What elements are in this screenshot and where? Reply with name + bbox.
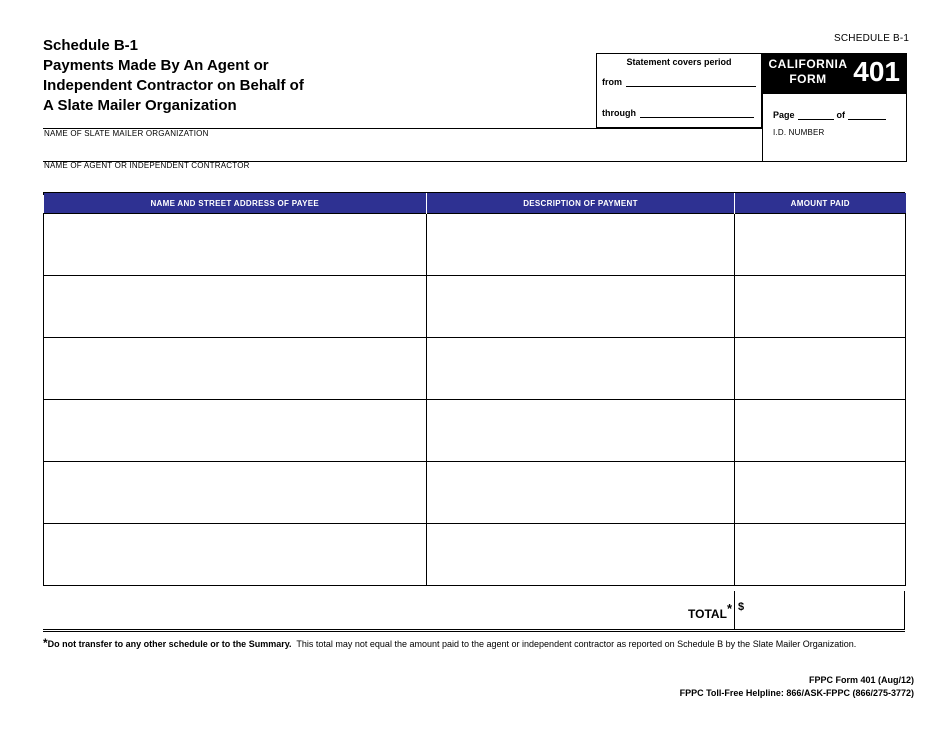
footnote [43,636,856,650]
table-row [44,338,906,400]
page-number-field[interactable] [798,109,834,120]
form-title [43,36,304,116]
agent-name-label: NAME OF AGENT OR INDEPENDENT CONTRACTOR [44,161,250,170]
period-from-row [602,76,756,87]
footnote-bold: Do not transfer to any other schedule or to the Summary. [47,639,292,649]
amount-cell[interactable] [735,400,906,462]
page-total-field[interactable] [848,109,886,120]
amount-cell[interactable] [735,338,906,400]
payee-cell[interactable] [44,276,427,338]
title-line-4: A Slate Mailer Organization [43,97,237,114]
agent-name-field[interactable] [43,162,907,190]
title-line-2: Payments Made By An Agent or [43,57,269,74]
badge-line-form: FORM [789,72,827,86]
org-name-label: NAME OF SLATE MAILER ORGANIZATION [44,129,209,138]
helpline: FPPC Toll-Free Helpline: 866/ASK-FPPC (866/275-3772) [679,688,914,698]
table-row [44,214,906,276]
form-footer [680,674,914,700]
through-date-field[interactable] [640,107,754,118]
of-label: of [836,110,846,120]
page-number-box [762,94,907,128]
period-title: Statement covers period [626,57,732,67]
badge-line-california: CALIFORNIA [768,57,848,71]
page-number-row [773,109,889,120]
footnote-asterisk: * [43,636,48,650]
payee-cell[interactable] [44,400,427,462]
period-through-row [602,107,754,118]
amount-cell[interactable] [735,214,906,276]
payee-cell[interactable] [44,524,427,586]
description-cell[interactable] [427,400,735,462]
amount-cell[interactable] [735,276,906,338]
id-number-field[interactable] [762,128,907,162]
form-version: FPPC Form 401 (Aug/12) [808,675,914,685]
table-header-row [44,193,906,214]
table-row [44,400,906,462]
form-number-badge [762,53,907,94]
through-label: through [602,108,636,118]
table-row [44,524,906,586]
table-row [44,462,906,524]
total-bottom-rule-2 [43,631,905,632]
id-number-label: I.D. NUMBER [773,128,825,137]
from-label: from [602,77,622,87]
schedule-label: SCHEDULE B-1 [834,33,910,44]
description-cell[interactable] [427,462,735,524]
title-line-3: Independent Contractor on Behalf of [43,77,304,94]
page-label: Page [773,110,795,120]
org-name-field[interactable] [43,129,762,161]
description-cell[interactable] [427,214,735,276]
payee-cell[interactable] [44,338,427,400]
footnote-text: This total may not equal the amount paid to the agent or independent contractor as reported on Schedule B by the Slate Mailer Organization. [296,639,857,649]
currency-symbol: $ [738,601,745,613]
payments-table [43,193,906,586]
total-asterisk: * [726,601,732,616]
badge-number: 401 [853,56,900,87]
amount-cell[interactable] [735,524,906,586]
amount-cell[interactable] [735,462,906,524]
table-row [44,276,906,338]
statement-period-box [596,53,762,128]
badge-label [768,57,848,87]
total-label [688,601,732,621]
col-header-payee: NAME AND STREET ADDRESS OF PAYEE [44,193,427,214]
payee-cell[interactable] [44,462,427,524]
from-date-field[interactable] [626,76,756,87]
col-header-description: DESCRIPTION OF PAYMENT [427,193,735,214]
payee-cell[interactable] [44,214,427,276]
total-amount-field[interactable] [734,591,905,629]
description-cell[interactable] [427,524,735,586]
total-text: TOTAL [688,607,727,621]
total-bottom-rule-1 [43,629,905,630]
description-cell[interactable] [427,338,735,400]
total-row [43,591,905,629]
col-header-amount: AMOUNT PAID [735,193,906,214]
title-line-1: Schedule B-1 [43,37,139,54]
description-cell[interactable] [427,276,735,338]
